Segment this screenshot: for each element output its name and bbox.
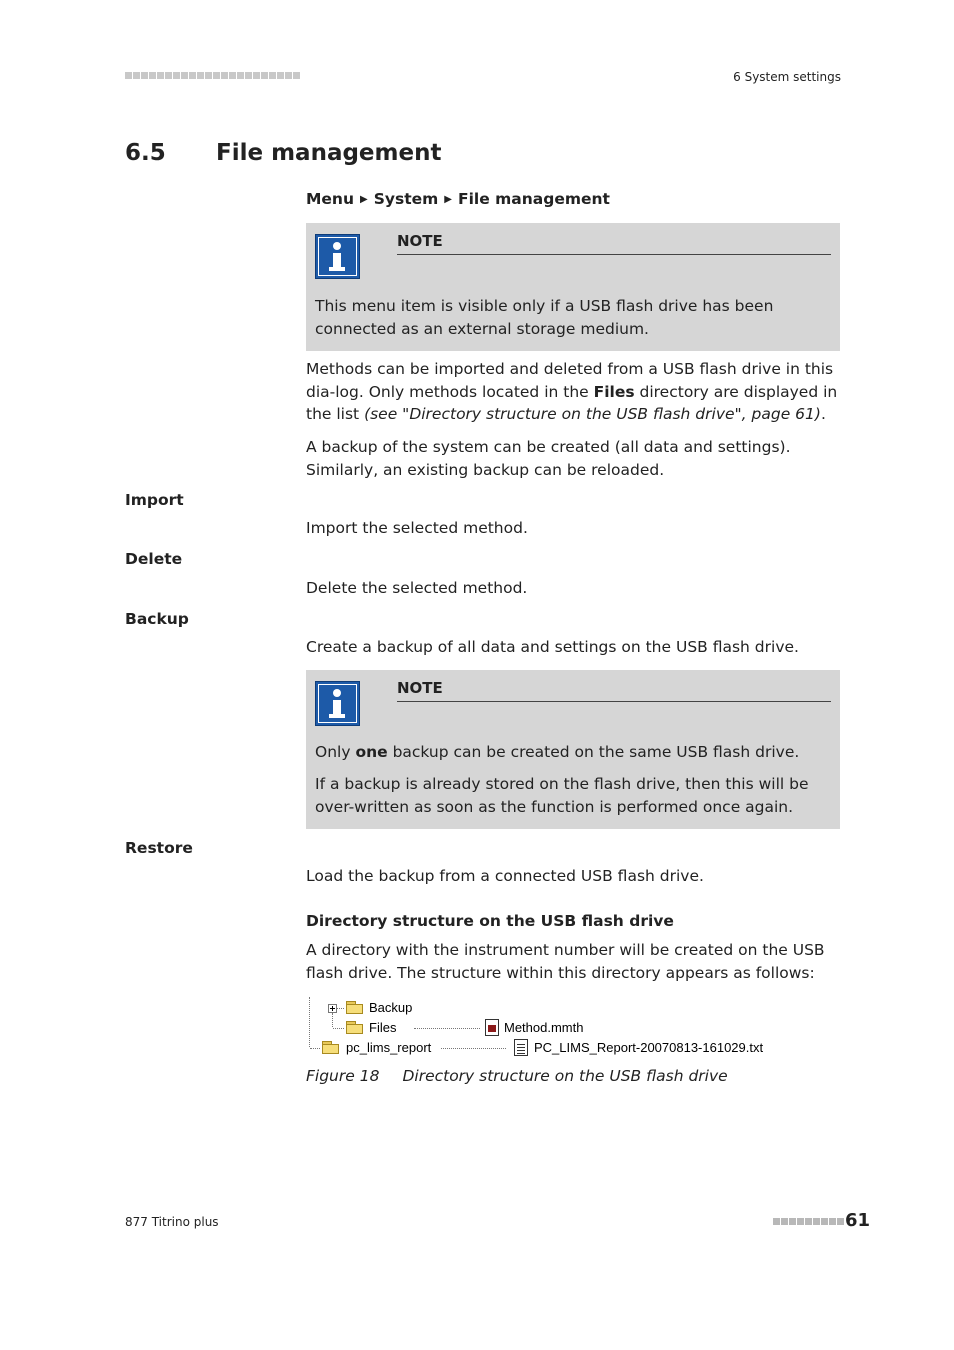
note-text: This menu item is visible only if a USB flash drive has been connected as an external storage medium. (315, 297, 774, 338)
menu-path-breadcrumb (306, 190, 610, 208)
page-number: 61 (845, 1210, 871, 1231)
decoration-square (181, 72, 188, 79)
note-text: Only one backup can be created on the same USB flash drive. (315, 743, 800, 761)
decoration-square (805, 1218, 812, 1225)
decoration-square (229, 72, 236, 79)
decoration-square (773, 1218, 780, 1225)
decoration-square (149, 72, 156, 79)
decoration-square (821, 1218, 828, 1225)
decoration-square (829, 1218, 836, 1225)
note-text: If a backup is already stored on the flash drive, then this will be over-written as soon as the function is performed once again. (315, 775, 809, 816)
note-title: NOTE (397, 679, 831, 702)
tree-item-pc-lims-report: pc_lims_report (346, 1040, 432, 1055)
header-decoration (125, 72, 300, 79)
decoration-square (189, 72, 196, 79)
menu-path-item: File management (458, 190, 610, 208)
term-restore: Restore (125, 839, 193, 857)
desc-delete: Delete the selected method. (306, 579, 528, 597)
running-header-chapter: 6 System settings (733, 70, 841, 84)
tree-item-report-file: PC_LIMS_Report-20070813-161029.txt (534, 1040, 764, 1055)
decoration-square (269, 72, 276, 79)
desc-import: Import the selected method. (306, 519, 528, 537)
decoration-square (157, 72, 164, 79)
info-icon (315, 681, 360, 726)
section-number: 6.5 (125, 140, 166, 166)
folder-icon (322, 1041, 339, 1054)
note-title: NOTE (397, 232, 831, 255)
intro-paragraph: Methods can be imported and deleted from a USB flash drive in this dia-log. Only methods located in the Files directory are displayed in the list (see "Directory structure on the USB flash drive", page 61). (306, 360, 838, 423)
decoration-square (781, 1218, 788, 1225)
tree-item-backup: Backup (369, 1000, 413, 1015)
arrow-right-icon: ▶ (444, 194, 452, 205)
decoration-square (133, 72, 140, 79)
decoration-square (813, 1218, 820, 1225)
decoration-square (213, 72, 220, 79)
tree-item-files: Files (369, 1020, 397, 1035)
folder-icon (346, 1021, 363, 1034)
term-import: Import (125, 491, 184, 509)
desc-backup: Create a backup of all data and settings on the USB flash drive. (306, 638, 799, 656)
decoration-square (173, 72, 180, 79)
note-box-backup (306, 670, 840, 829)
section-title: File management (216, 140, 442, 166)
decoration-square (261, 72, 268, 79)
decoration-square (165, 72, 172, 79)
desc-restore: Load the backup from a connected USB flash drive. (306, 867, 704, 885)
decoration-square (253, 72, 260, 79)
decoration-square (197, 72, 204, 79)
decoration-square (141, 72, 148, 79)
decoration-square (205, 72, 212, 79)
note-box (306, 223, 840, 351)
decoration-square (789, 1218, 796, 1225)
decoration-square (125, 72, 132, 79)
directory-tree-figure (306, 995, 786, 1061)
decoration-square (221, 72, 228, 79)
decoration-square (277, 72, 284, 79)
method-file-icon (485, 1019, 499, 1036)
cross-reference-link[interactable]: (see "Directory structure on the USB flash drive", page 61) (364, 405, 821, 423)
term-delete: Delete (125, 550, 183, 568)
decoration-square (797, 1218, 804, 1225)
tree-item-method-file: Method.mmth (504, 1020, 584, 1035)
figure-caption: Figure 18 Directory structure on the USB flash drive (306, 1067, 728, 1085)
folder-icon (346, 1001, 363, 1014)
footer-product-name: 877 Titrino plus (125, 1215, 219, 1229)
decoration-square (285, 72, 292, 79)
decoration-square (245, 72, 252, 79)
decoration-square (837, 1218, 844, 1225)
decoration-square (293, 72, 300, 79)
decoration-square (237, 72, 244, 79)
info-icon (315, 234, 360, 279)
arrow-right-icon: ▶ (360, 194, 368, 205)
intro-paragraph-backup: A backup of the system can be created (all data and settings). Similarly, an existing backup can be reloaded. (306, 438, 791, 479)
subsection-heading: Directory structure on the USB flash drive (306, 912, 674, 930)
directory-description: A directory with the instrument number will be created on the USB flash drive. The structure within this directory appears as follows: (306, 941, 825, 982)
files-directory-term: Files (593, 382, 635, 401)
expand-icon (328, 1004, 337, 1013)
term-backup: Backup (125, 610, 189, 628)
footer-decoration (773, 1218, 844, 1225)
text-file-icon (514, 1039, 528, 1056)
menu-path-item: System (373, 190, 439, 208)
menu-path-item: Menu (306, 190, 355, 208)
